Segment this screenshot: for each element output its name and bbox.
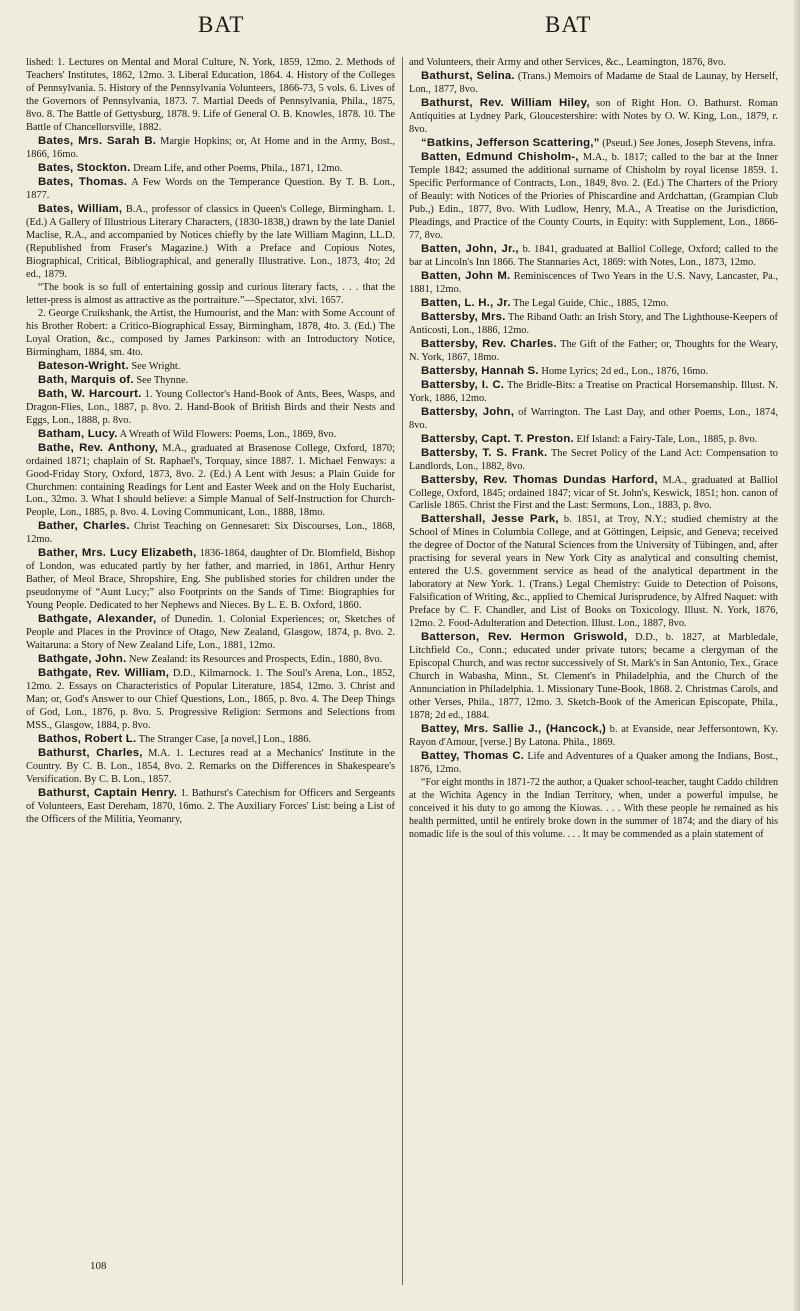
entry bbox=[26, 374, 395, 388]
entry bbox=[409, 243, 778, 270]
entry bbox=[409, 777, 778, 842]
entry bbox=[409, 270, 778, 297]
entry bbox=[409, 406, 778, 433]
entry bbox=[409, 379, 778, 406]
entry-text: M.A., graduated at Brasenose College, Oxford, 1870; ordained 1871; chaplain of St. Raphael's, Torquay, since 1887. 1. Michael Fenways: a Good-Friday Story, Oxford, 1873, 8vo. 2. (Ed.) A Lent with Jesus: a Plain Guide for Churchmen: containing Readings for Lent and Easter Week and on the Holy Eucharist, Lon., 32mo. 3. What I should believe: a Simple Manual of Self-Instruction for Church-People, Lon., 1885, p. 8vo. 4. Loving Communicant, Lon., 1888, 18mo. bbox=[26, 442, 395, 519]
entry-text: of Dunedin. 1. Colonial Experiences; or, Sketches of People and Places in the Province of Otago, New Zealand, Glasgow, 1874, p. 8vo. 2. Waitaruna: a Story of New Zealand Life, Lon., 1881, 12mo. bbox=[26, 614, 396, 652]
entry bbox=[26, 613, 395, 653]
entry bbox=[409, 311, 778, 338]
entry bbox=[409, 297, 778, 311]
entry-text: See Wright. bbox=[131, 360, 181, 372]
entry-headword: Bathurst, Rev. William Hiley, bbox=[421, 96, 590, 109]
entry bbox=[26, 282, 395, 308]
entry bbox=[26, 428, 395, 442]
page-number: 108 bbox=[90, 1260, 107, 1272]
entry-text: The Stranger Case, [a novel,] Lon., 1886. bbox=[138, 734, 312, 746]
entry-text: 1. Young Collector's Hand-Book of Ants, Bees, Wasps, and Dragon-Flies, Lon., 1887, p. 8vo. 2. Hand-Book of British Birds and their Nests and Eggs, Lon., 1888, p. 8vo. bbox=[26, 388, 395, 426]
entry-headword: Bather, Charles. bbox=[38, 520, 130, 533]
entry-headword: Battersby, Rev. Thomas Dundas Harford, bbox=[421, 473, 658, 486]
entry-text: M.A., b. 1817; called to the bar at the Inner Temple 1842; assumed the additional surname of Chisholm by royal license 1859. 1. Specific Performance of Contracts, Lon., 1849, 8vo. 2. (Ed.) The Charters of the Priory of Beauly: with Notices of the Priories of Phiscardine and Ardchattan, (Grampian Club Pub.,) Edin., 1877, 8vo. With Ludlow, Henry, M.A., A Treatise on the Jurisdiction, Pleadings, and Practice of the County Courts, in Equity: with Supplement, Lon., 1866-77, 8vo. bbox=[409, 151, 778, 241]
entry bbox=[409, 631, 778, 723]
entry-text: Dream Life, and other Poems, Phila., 1871, 12mo. bbox=[133, 162, 343, 174]
page-edge-shadow bbox=[794, 0, 800, 1311]
entry-text: of Warrington. The Last Day, and other Poems, Lon., 1874, 8vo. bbox=[409, 406, 778, 431]
entry bbox=[26, 747, 395, 787]
entry bbox=[409, 70, 778, 97]
entry bbox=[409, 447, 778, 474]
entry bbox=[409, 723, 778, 750]
entry-text: son of Right Hon. O. Bathurst. Roman Antiquities at Lydney Park, Gloucestershire: with Notes by O. W. King, Lon., 1879, r. 8vo. bbox=[409, 97, 778, 135]
entry-headword: Bather, Mrs. Lucy Elizabeth, bbox=[38, 547, 197, 560]
entry bbox=[26, 667, 395, 733]
entry-headword: Batten, John, Jr., bbox=[421, 242, 519, 255]
entry-headword: Bates, Stockton. bbox=[38, 161, 131, 174]
entry-text: (Trans.) Memoirs of Madame de Staal de Launay, by Herself, Lon., 1877, 8vo. bbox=[409, 70, 778, 95]
entry-headword: Bath, Marquis of. bbox=[38, 373, 134, 386]
entry bbox=[26, 442, 395, 521]
entry-text: Reminiscences of Two Years in the U.S. Navy, Lancaster, Pa., 1881, 12mo. bbox=[409, 270, 778, 295]
entry bbox=[409, 433, 778, 447]
entry bbox=[26, 520, 395, 547]
entry bbox=[409, 750, 778, 777]
right-column bbox=[409, 57, 778, 842]
entry-text: Elf Island: a Fairy-Tale, Lon., 1885, p. 8vo. bbox=[576, 433, 758, 445]
entry-headword: Batham, Lucy. bbox=[38, 427, 118, 440]
entry bbox=[409, 365, 778, 379]
header-left: BAT bbox=[198, 12, 245, 37]
header-right: BAT bbox=[545, 12, 592, 37]
entry-text: Christ Teaching on Gennesaret: Six Discourses, Lon., 1868, 12mo. bbox=[26, 521, 395, 546]
entry bbox=[409, 97, 778, 137]
column-divider bbox=[402, 57, 403, 1285]
entry-headword: Batten, L. H., Jr. bbox=[421, 296, 511, 309]
entry-text: “For eight months in 1871-72 the author, a Quaker school-teacher, taught Caddo children at the Wichita Agency in the Indian Territory, when, under a powerful impulse, he conceived it his duty to go among the Kiowas. . . . With these people he remained as his health permitted, until he entirely broke down in the summer of 1874; and the diary of his nomadic life is the soul of this volume. . . . It may be commended as a plain statement of bbox=[409, 777, 778, 841]
entry-headword: Bates, Mrs. Sarah B. bbox=[38, 134, 157, 147]
entry-headword: Bathe, Rev. Anthony, bbox=[38, 441, 158, 454]
entry-headword: Bathgate, Rev. William, bbox=[38, 667, 170, 680]
entry-text: lished: 1. Lectures on Mental and Moral Culture, N. York, 1859, 12mo. 2. Methods of Teachers' Institutes, 1862, 12mo. 3. Liberal Education, 1864. 4. History of the Colleges of Pennsylvania. 5. History of the Pennsylvania Volunteers, 1866-73, 5 vols. 6. Lives of the Governors of Pennsylvania, 1873. 7. Martial Deeds of Pennsylvania, Phila., 1875, 8vo. 8. The Battle of Gettysburg, 1878. 9. Life of General O. B. Knowles, 1878. 10. The Battle of Chancellorsville, 1882. bbox=[26, 57, 395, 133]
entry bbox=[26, 388, 395, 428]
entry bbox=[26, 162, 395, 176]
entry-text: Margie Hopkins; or, At Home and in the Army, Bost., 1866, 16mo. bbox=[26, 135, 395, 160]
entry-text: Home Lyrics; 2d ed., Lon., 1876, 16mo. bbox=[541, 365, 709, 377]
entry-headword: Bates, Thomas. bbox=[38, 175, 128, 188]
entry bbox=[26, 653, 395, 667]
entry bbox=[26, 57, 395, 135]
entry bbox=[26, 787, 395, 827]
entry-text: 2. George Cruikshank, the Artist, the Humourist, and the Man: with Some Account of his Brother Robert: a Critico-Biographical Essay, Birmingham, 1878, 4to. 3. (Ed.) The Loyal Oration, &c., composed by James Parkinson: with an Introductory Notice, Birmingham, 1884, sm. 4to. bbox=[26, 307, 395, 358]
entry-text: D.D., b. 1827, at Marbledale, Litchfield Co., Conn.; educated under private tutors; became a clergyman of the Episcopal Church, and was rector successively of St. Mark's in San Antonio, Tex., Grace Church in Wabasha, Minn., St. Clement's in Philadelphia, and the Church of the Annunciation in Philadelphia. 1. Missionary Tune-Book, 1868. 2. Christmas Carols, and other Verses, Phila., 1877, 12mo. 3. Sketch-Book of the American Episcopate, Phila., 1878; 2d ed., 1884. bbox=[409, 632, 778, 722]
entry-text: b. 1841, graduated at Balliol College, Oxford; called to the bar at Lincoln's Inn 1866. The Stannaries Act, 1869: with Notes, Lon., 1873, 12mo. bbox=[409, 243, 778, 268]
entry-headword: Bates, William, bbox=[38, 202, 123, 215]
entry-text: A Wreath of Wild Flowers: Poems, Lon., 1869, 8vo. bbox=[119, 428, 337, 440]
entry-text: The Gift of the Father; or, Thoughts for the Weary, N. York, 1867, 18mo. bbox=[409, 338, 778, 363]
running-header bbox=[0, 12, 800, 52]
entry-headword: Battersby, Hannah S. bbox=[421, 364, 539, 377]
entry-text: A Few Words on the Temperance Question. By T. B. Lon., 1877. bbox=[26, 176, 395, 201]
entry-headword: Battey, Thomas C. bbox=[421, 750, 525, 763]
entry bbox=[409, 137, 778, 151]
entry-text: 1. Bathurst's Catechism for Officers and Sergeants of Volunteers, East Dereham, 1870, 16mo. 2. The Auxiliary Forces' List: being a List of the Officers of the Militia, Yeomanry, bbox=[26, 788, 396, 826]
entry-text: b. 1851, at Troy, N.Y.; studied chemistry at the School of Mines in Columbia College, and at Göttingen, Leipsic, and Geneva; received the degree of Doctor of the Natural Sciences from the University of Tübingen, and, after practising for several years in New York City as analytical and consulting chemist, entered the U.S. government service as head of the analytical department in the laboratory at New York. 1. (Trans.) Legal Chemistry: Guide to Detection of Poisons, Falsification of Writing, &c., applied to Chemical Jurisprudence, by Alfred Naquet: with Preface by C. F. Chandler, and List of Books on Toxicology. Illust. N. York, 1876, 12mo. 2. Food-Adulteration and Detection. Illust. Lon., 1887, 8vo. bbox=[409, 514, 778, 630]
entry-text: The Secret Policy of the Land Act: Compensation to Landlords, Lon., 1882, 8vo. bbox=[409, 447, 778, 472]
entry-headword: Bathurst, Captain Henry. bbox=[38, 787, 178, 800]
entry-headword: Battersby, Mrs. bbox=[421, 310, 506, 323]
entry-text: b. at Evanside, near Jeffersontown, Ky. Rayon d'Amour, [verse.] By Latona. Phila., 1869. bbox=[409, 724, 778, 749]
entry-text: M.A. 1. Lectures read at a Mechanics' Institute in the Country. By C. B. Lon., 1854, 8vo. 2. Remarks on the Differences in Shakespeare's Versification. By C. B. Lon., 1857. bbox=[26, 748, 395, 786]
entry-headword: Battey, Mrs. Sallie J., (Hancock,) bbox=[421, 723, 607, 736]
entry-headword: Batten, Edmund Chisholm-, bbox=[421, 150, 579, 163]
entry bbox=[26, 203, 395, 282]
entry-text: Life and Adventures of a Quaker among the Indians, Bost., 1876, 12mo. bbox=[409, 751, 778, 776]
entry-text: (Pseud.) See Jones, Joseph Stevens, infra. bbox=[602, 137, 776, 149]
entry bbox=[409, 513, 778, 631]
entry-headword: Bathgate, John. bbox=[38, 653, 127, 666]
entry bbox=[26, 135, 395, 162]
entry-headword: Batten, John M. bbox=[421, 269, 511, 282]
entry bbox=[26, 733, 395, 747]
entry-headword: Bathgate, Alexander, bbox=[38, 613, 157, 626]
entry-text: New Zealand: its Resources and Prospects, Edin., 1880, 8vo. bbox=[129, 654, 383, 666]
entry-headword: Bath, W. Harcourt. bbox=[38, 387, 142, 400]
entry-text: The Riband Oath: an Irish Story, and The Lighthouse-Keepers of Anticosti, Lon., 1886, 12mo. bbox=[409, 311, 778, 336]
entry-headword: Battersby, Capt. T. Preston. bbox=[421, 432, 574, 445]
entry-text: and Volunteers, their Army and other Services, &c., Leamington, 1876, 8vo. bbox=[409, 57, 726, 68]
entry bbox=[26, 360, 395, 374]
entry bbox=[409, 57, 778, 70]
entry bbox=[26, 547, 395, 613]
entry-text: B.A., professor of classics in Queen's College, Birmingham. 1. (Ed.) A Gallery of Illustrious Literary Characters, (1830-1838,) drawn by the late Daniel Maclise, R.A., and accompanied by Notices chiefly by the late William Maginn, LL.D. (Republished from Fraser's Magazine.) With a Preface and Copious Notes, Biographical, Critical, Bibliographical, and generally Illustrative. Lon., 1873, 4to; 2d ed., 1879. bbox=[26, 203, 395, 280]
entry bbox=[26, 176, 395, 203]
entry-text: D.D., Kilmarnock. 1. The Soul's Arena, Lon., 1852, 12mo. 2. Essays on Characteristics of Popular Literature, 1854, 12mo. 3. Christ and Man; or, God's Answer to our Chief Questions, Lon., 1865, p. 8vo. 4. The Deep Things of God, Lon., 1876, p. 8vo. 5. Progressive Religion: Sermons and Selections from MSS., Glasgow, 1884, p. 8vo. bbox=[26, 668, 395, 732]
entry-headword: “Batkins, Jefferson Scattering,” bbox=[421, 136, 600, 149]
entry-text: The Legal Guide, Chic., 1885, 12mo. bbox=[513, 297, 669, 309]
entry-headword: Battersby, Rev. Charles. bbox=[421, 337, 557, 350]
entry bbox=[409, 338, 778, 365]
entry-headword: Bathurst, Selina. bbox=[421, 69, 515, 82]
entry-text: The Bridle-Bits: a Treatise on Practical Horsemanship. Illust. N. York, 1886, 12mo. bbox=[409, 379, 778, 404]
entry-headword: Bathos, Robert L. bbox=[38, 733, 137, 746]
entry bbox=[409, 151, 778, 243]
entry-headword: Batterson, Rev. Hermon Griswold, bbox=[421, 631, 628, 644]
entry bbox=[26, 308, 395, 360]
entry-headword: Battersby, I. C. bbox=[421, 378, 505, 391]
left-column bbox=[26, 57, 395, 827]
entry-text: “The book is so full of entertaining gossip and curious literary facts, . . . that the letter-press is almost as attractive as the portraiture.”—Spectator, xlvi. 1657. bbox=[26, 281, 395, 306]
entry bbox=[409, 474, 778, 514]
entry-headword: Bateson-Wright. bbox=[38, 359, 129, 372]
entry-headword: Battersby, John, bbox=[421, 405, 515, 418]
entry-headword: Battershall, Jesse Park, bbox=[421, 513, 559, 526]
entry-headword: Bathurst, Charles, bbox=[38, 747, 143, 760]
entry-headword: Battersby, T. S. Frank. bbox=[421, 446, 548, 459]
entry-text: 1836-1864, daughter of Dr. Blomfield, Bishop of London, was educated partly by her father, and married, in 1861, Arthur Henry Bather, of Meol Brace, Shropshire, Eng. She published stories for children under the pseudonyme of “Aunt Lucy;” also Footprints on the Sands of Time: Biographies for Young People. Dedicated to her Nephews and Nieces. By L. E. B. Oxford, 1860. bbox=[26, 548, 395, 612]
entry-text: See Thynne. bbox=[136, 374, 189, 386]
entry-text: M.A., graduated at Balliol College, Oxford, 1845; ordained 1847; vicar of St. John's, Keswick, 1851; hon. canon of Carlisle 1865. Christ the First and the Last: Sermons, Lon., 1883, p. 8vo. bbox=[409, 474, 779, 512]
